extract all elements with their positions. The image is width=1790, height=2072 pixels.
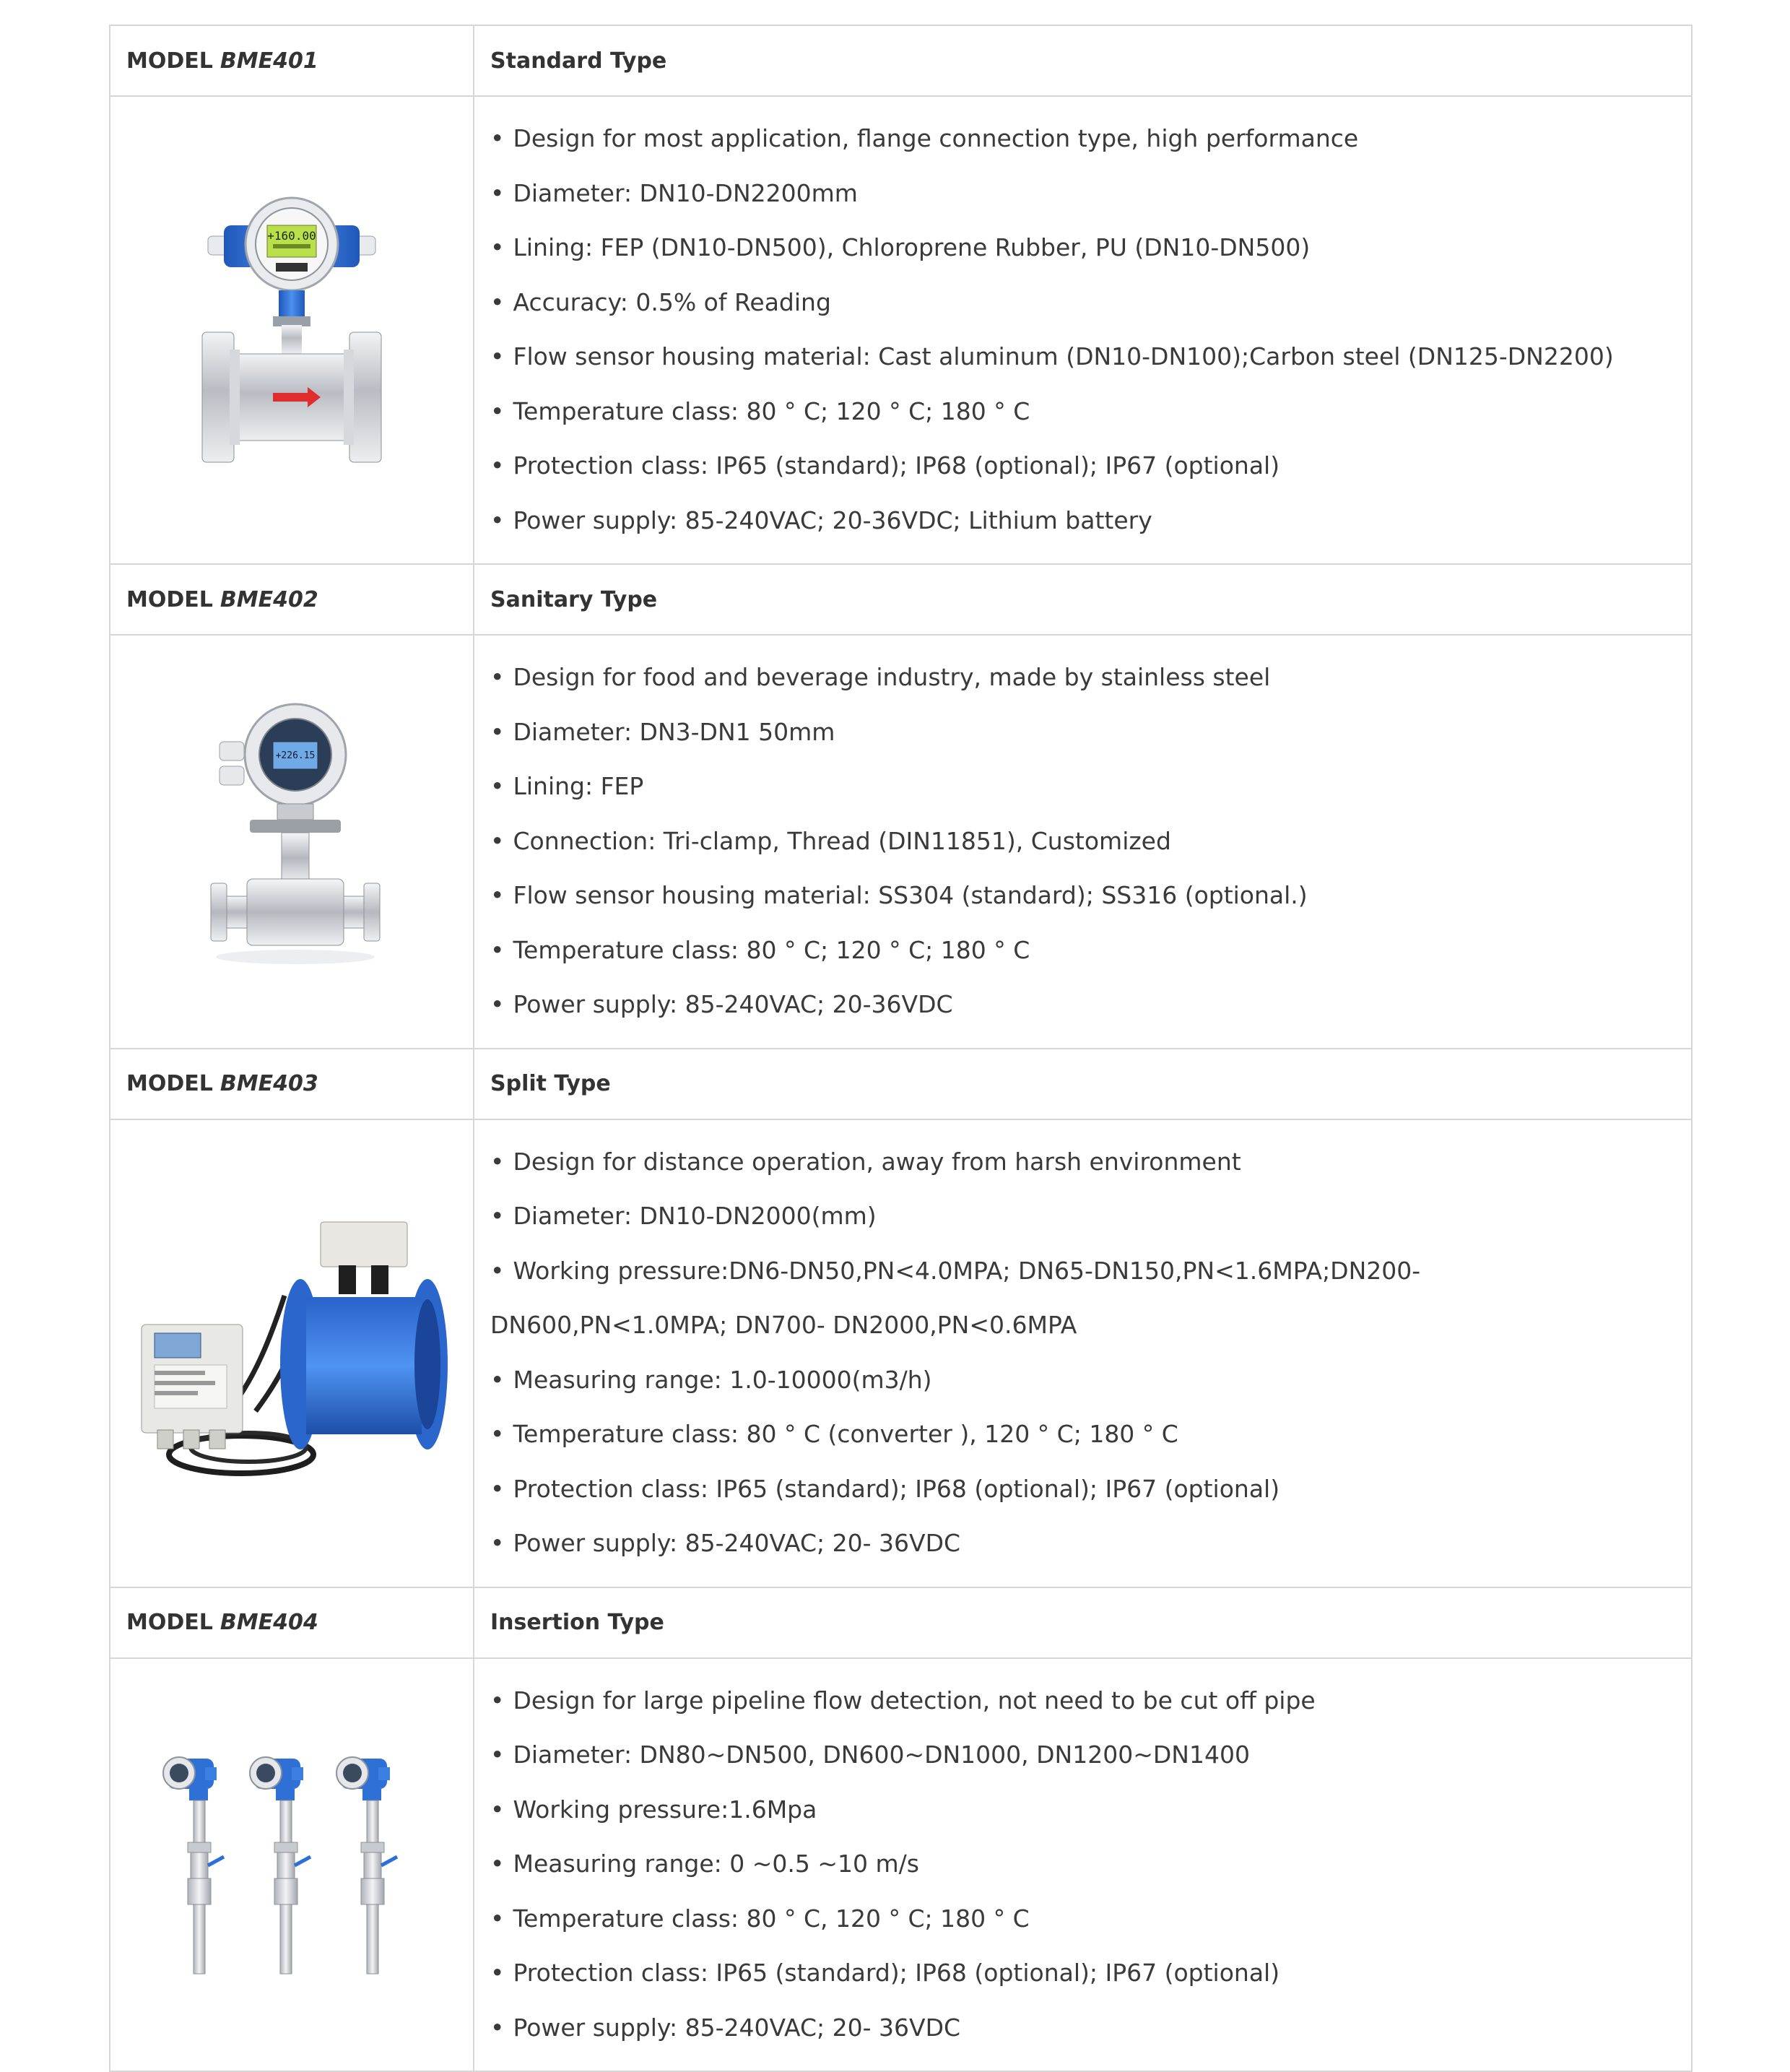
- model-type: Insertion Type: [474, 1587, 1692, 1658]
- model-detail-row: [110, 96, 1692, 564]
- spec-list: [490, 650, 1675, 1032]
- spec-item: • Lining: FEP: [490, 759, 1675, 814]
- spec-list: [490, 111, 1675, 547]
- product-image-cell: [110, 635, 474, 1049]
- spec-item: • Temperature class: 80 ° C; 120 ° C; 180 ° C: [490, 384, 1675, 439]
- model-detail-row: [110, 1658, 1692, 2072]
- product-image-cell: [110, 1658, 474, 2072]
- spec-table: [109, 25, 1693, 2072]
- model-name-cell: [110, 25, 474, 96]
- spec-item: • Diameter: DN10-DN2000(mm): [490, 1189, 1675, 1244]
- model-code: BME404: [220, 1610, 318, 1635]
- spec-item: • Temperature class: 80 ° C, 120 ° C; 180 ° C: [490, 1891, 1675, 1946]
- spec-item: • Temperature class: 80 ° C (converter ), 120 ° C; 180 ° C: [490, 1407, 1675, 1462]
- model-header-row: [110, 1049, 1692, 1119]
- product-image-cell: [110, 1119, 474, 1587]
- spec-cell: [474, 1119, 1692, 1587]
- spec-item: • Measuring range: 1.0-10000(m3/h): [490, 1353, 1675, 1408]
- spec-item: • Protection class: IP65 (standard); IP68 (optional); IP67 (optional): [490, 1946, 1675, 2001]
- spec-item: • Design for distance operation, away from harsh environment: [490, 1135, 1675, 1189]
- spec-item: • Lining: FEP (DN10-DN500), Chloroprene Rubber, PU (DN10-DN500): [490, 220, 1675, 275]
- model-name-cell: [110, 1049, 474, 1119]
- model-name-cell: [110, 1587, 474, 1658]
- model-detail-row: [110, 1119, 1692, 1587]
- spec-item: • Power supply: 85-240VAC; 20- 36VDC: [490, 1516, 1675, 1571]
- spec-item: • Design for large pipeline flow detection, not need to be cut off pipe: [490, 1673, 1675, 1728]
- spec-item: • Diameter: DN3-DN1 50mm: [490, 705, 1675, 760]
- lcd-reading: +226.15: [275, 750, 316, 762]
- model-code: BME402: [220, 586, 318, 612]
- spec-item: • Design for most application, flange connection type, high performance: [490, 111, 1675, 166]
- spec-item: • Power supply: 85-240VAC; 20- 36VDC: [490, 2001, 1675, 2055]
- spec-item: • Protection class: IP65 (standard); IP68 (optional); IP67 (optional): [490, 1462, 1675, 1517]
- spec-item: • Flow sensor housing material: Cast aluminum (DN10-DN100);Carbon steel (DN125-DN2200): [490, 329, 1675, 384]
- spec-item: • Working pressure:DN6-DN50,PN<4.0MPA; DN65-DN150,PN<1.6MPA;DN200-: [490, 1244, 1675, 1299]
- model-name-cell: [110, 564, 474, 635]
- sanitary-tri-clamp-flowmeter-icon: [198, 697, 386, 986]
- spec-item: • Working pressure:1.6Mpa: [490, 1782, 1675, 1837]
- spec-item: • Protection class: IP65 (standard); IP68 (optional); IP67 (optional): [490, 438, 1675, 493]
- model-label: MODEL: [126, 48, 213, 74]
- spec-item: • Measuring range: 0 ~0.5 ~10 m/s: [490, 1837, 1675, 1891]
- spec-list: [490, 1673, 1675, 2055]
- spec-cell: [474, 96, 1692, 564]
- spec-item: • Temperature class: 80 ° C; 120 ° C; 180 ° C: [490, 923, 1675, 978]
- spec-cell: [474, 1658, 1692, 2072]
- model-detail-row: [110, 635, 1692, 1049]
- model-header-row: [110, 1587, 1692, 1658]
- spec-item: • Diameter: DN80~DN500, DN600~DN1000, DN1200~DN1400: [490, 1728, 1675, 1782]
- spec-item: • Design for food and beverage industry, made by stainless steel: [490, 650, 1675, 705]
- product-image-cell: [110, 96, 474, 564]
- model-label: MODEL: [126, 586, 213, 612]
- spec-cell: [474, 635, 1692, 1049]
- spec-item-continuation: DN600,PN<1.0MPA; DN700- DN2000,PN<0.6MPA: [490, 1311, 1077, 1339]
- spec-item: • Connection: Tri-clamp, Thread (DIN11851), Customized: [490, 814, 1675, 869]
- spec-item: • Power supply: 85-240VAC; 20-36VDC; Lithium battery: [490, 493, 1675, 548]
- model-code: BME401: [220, 48, 318, 74]
- model-label: MODEL: [126, 1610, 213, 1635]
- model-label: MODEL: [126, 1071, 213, 1096]
- split-type-flowmeter-icon: [133, 1216, 451, 1491]
- lcd-reading: +160.00: [267, 229, 316, 243]
- model-type: Sanitary Type: [474, 564, 1692, 635]
- model-type: Split Type: [474, 1049, 1692, 1119]
- model-code: BME403: [220, 1071, 318, 1096]
- standard-flange-flowmeter-icon: [198, 196, 386, 464]
- model-header-row: [110, 564, 1692, 635]
- spec-item: • Power supply: 85-240VAC; 20-36VDC: [490, 977, 1675, 1032]
- insertion-flowmeter-icon: [155, 1746, 429, 1984]
- spec-list: [490, 1135, 1675, 1571]
- spec-item: • Flow sensor housing material: SS304 (standard); SS316 (optional.): [490, 868, 1675, 923]
- spec-item: • Accuracy: 0.5% of Reading: [490, 275, 1675, 330]
- model-type: Standard Type: [474, 25, 1692, 96]
- model-header-row: [110, 25, 1692, 96]
- spec-item: • Diameter: DN10-DN2200mm: [490, 166, 1675, 221]
